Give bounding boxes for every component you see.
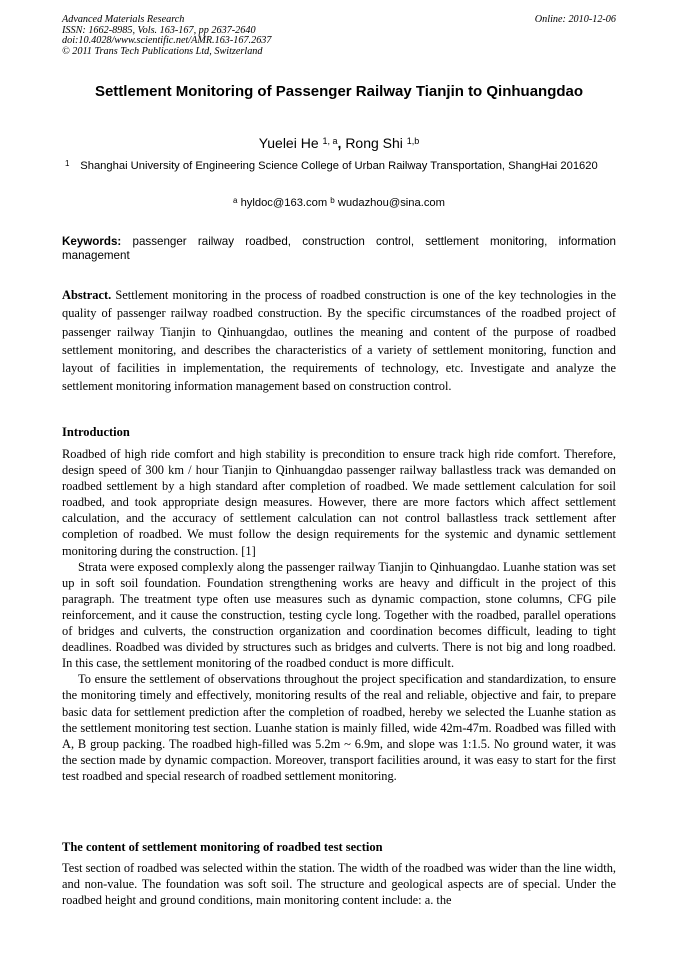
- affiliation-number: 1: [65, 159, 70, 168]
- keywords-label: Keywords:: [62, 235, 122, 248]
- author-list: [62, 134, 616, 152]
- paper-title: Settlement Monitoring of Passenger Railway Tianjin to Qinhuangdao: [94, 83, 584, 100]
- section-heading: The content of settlement monitoring of roadbed test section: [62, 840, 383, 854]
- issn-line: ISSN: 1662-8985, Vols. 163-167, pp 2637-2640: [62, 24, 256, 36]
- author-name: Yuelei He: [258, 135, 319, 151]
- abstract-label: Abstract.: [62, 288, 112, 302]
- body-paragraph: Roadbed of high ride comfort and high stability is precondition to ensure track high ride comfort. Therefore, design speed of 300 km / hour Tianjin to Qinhuangdao passenger railway ballastless track was demanded on roadbed settlement by a high standard after completion of roadbed. We made settlement calculation for soil roadbed, and took appropriate design measures. However, there are more factors which affect settlement calculation, and the accuracy of settlement calculation can not control ballastless track settlement after completion of roadbed. We must follow the design requirements for the systemic and dynamic settlement monitoring during the construction. [1]: [62, 447, 616, 558]
- email-address: hyldoc@163.com: [240, 197, 328, 209]
- abstract-text: Settlement monitoring in the process of roadbed construction is one of the key technologies in the quality of passenger railway roadbed construction. By the specific circumstances of the roadbed project of passenger railway Tianjin to Qinhuangdao, outlines the meaning and content of the purpose of roadbed settlement monitoring, and describes the characteristics of a variety of settlement monitoring, function and layout of facilities in implementation, the requirements of technology, etc. Investigate and analyze the settlement monitoring information management based on construction control.: [62, 288, 616, 394]
- keywords-text: passenger railway roadbed, construction control, settlement monitoring, information management: [62, 235, 616, 263]
- author-emails: [62, 195, 616, 211]
- section-heading: Introduction: [62, 425, 130, 439]
- journal-header: [62, 15, 616, 57]
- doi-line: doi:10.4028/www.scientific.net/AMR.163-167.2637: [62, 35, 272, 47]
- body-paragraph: Strata were exposed complexly along the passenger railway Tianjin to Qinhuangdao. Luanhe station was set up in soft soil foundation. Foundation strengthening works are heavy and difficult in the project of this paragraph. The treatment type often use measures such as dynamic compaction, stone columns, CFG pile reinforcement, and it cause the construction, testing cycle long. Together with the roadbed, parallel operations of bridges and culverts, the construction organization and coordination becomes difficult, leading to tight deadlines. Roadbed was divided by structures such as bridges and culverts. There is not big and long roadbed. In this case, the settlement monitoring of the roadbed conduct is more difficult.: [62, 559, 616, 671]
- email-superscript: b: [330, 196, 335, 205]
- abstract: [62, 286, 616, 396]
- author-separator: ,: [337, 135, 346, 151]
- affiliation: [62, 159, 616, 175]
- email-superscript: a: [233, 196, 238, 205]
- introduction-heading-block: [62, 424, 616, 440]
- keywords: [62, 235, 616, 263]
- online-date: Online: 2010-12-06: [534, 14, 616, 25]
- author-superscript: 1, a: [322, 136, 338, 146]
- copyright-line: © 2011 Trans Tech Publications Ltd, Switzerland: [62, 45, 263, 57]
- author-name: Rong Shi: [345, 135, 403, 151]
- section2-heading-block: [62, 839, 616, 855]
- section2-body: [62, 860, 616, 908]
- journal-name: Advanced Materials Research: [62, 14, 185, 25]
- affiliation-text: Shanghai University of Engineering Science College of Urban Railway Transportation, ShangHai 201620: [80, 160, 598, 172]
- email-address: wudazhou@sina.com: [337, 197, 445, 209]
- body-paragraph: To ensure the settlement of observations throughout the project specification and standardization, to ensure the monitoring timely and effectively, monitoring results of the real and reliable, objective and fair, to prepare basic data for settlement prediction after the completion of roadbed, hereby we selected the Luanhe station as the settlement monitoring test section. Luanhe station is mainly filled, wide 42m-47m. Roadbed was filled with A, B group packing. The roadbed high-filled was 5.2m ~ 6.9m, and slope was 1:1.5. No ground water, it was the section made by dynamic compaction. Moreover, transport facilities around, it was easy to start for the first test roadbed and special research of roadbed settlement monitoring.: [62, 672, 616, 783]
- body-paragraph: Test section of roadbed was selected within the station. The width of the roadbed was wider than the line width, and non-value. The foundation was soft soil. The structure and geological aspects are of special. Under the roadbed height and ground conditions, main monitoring content include: a. the: [62, 861, 616, 908]
- introduction-body: [62, 446, 616, 784]
- author-superscript: 1,b: [406, 136, 420, 146]
